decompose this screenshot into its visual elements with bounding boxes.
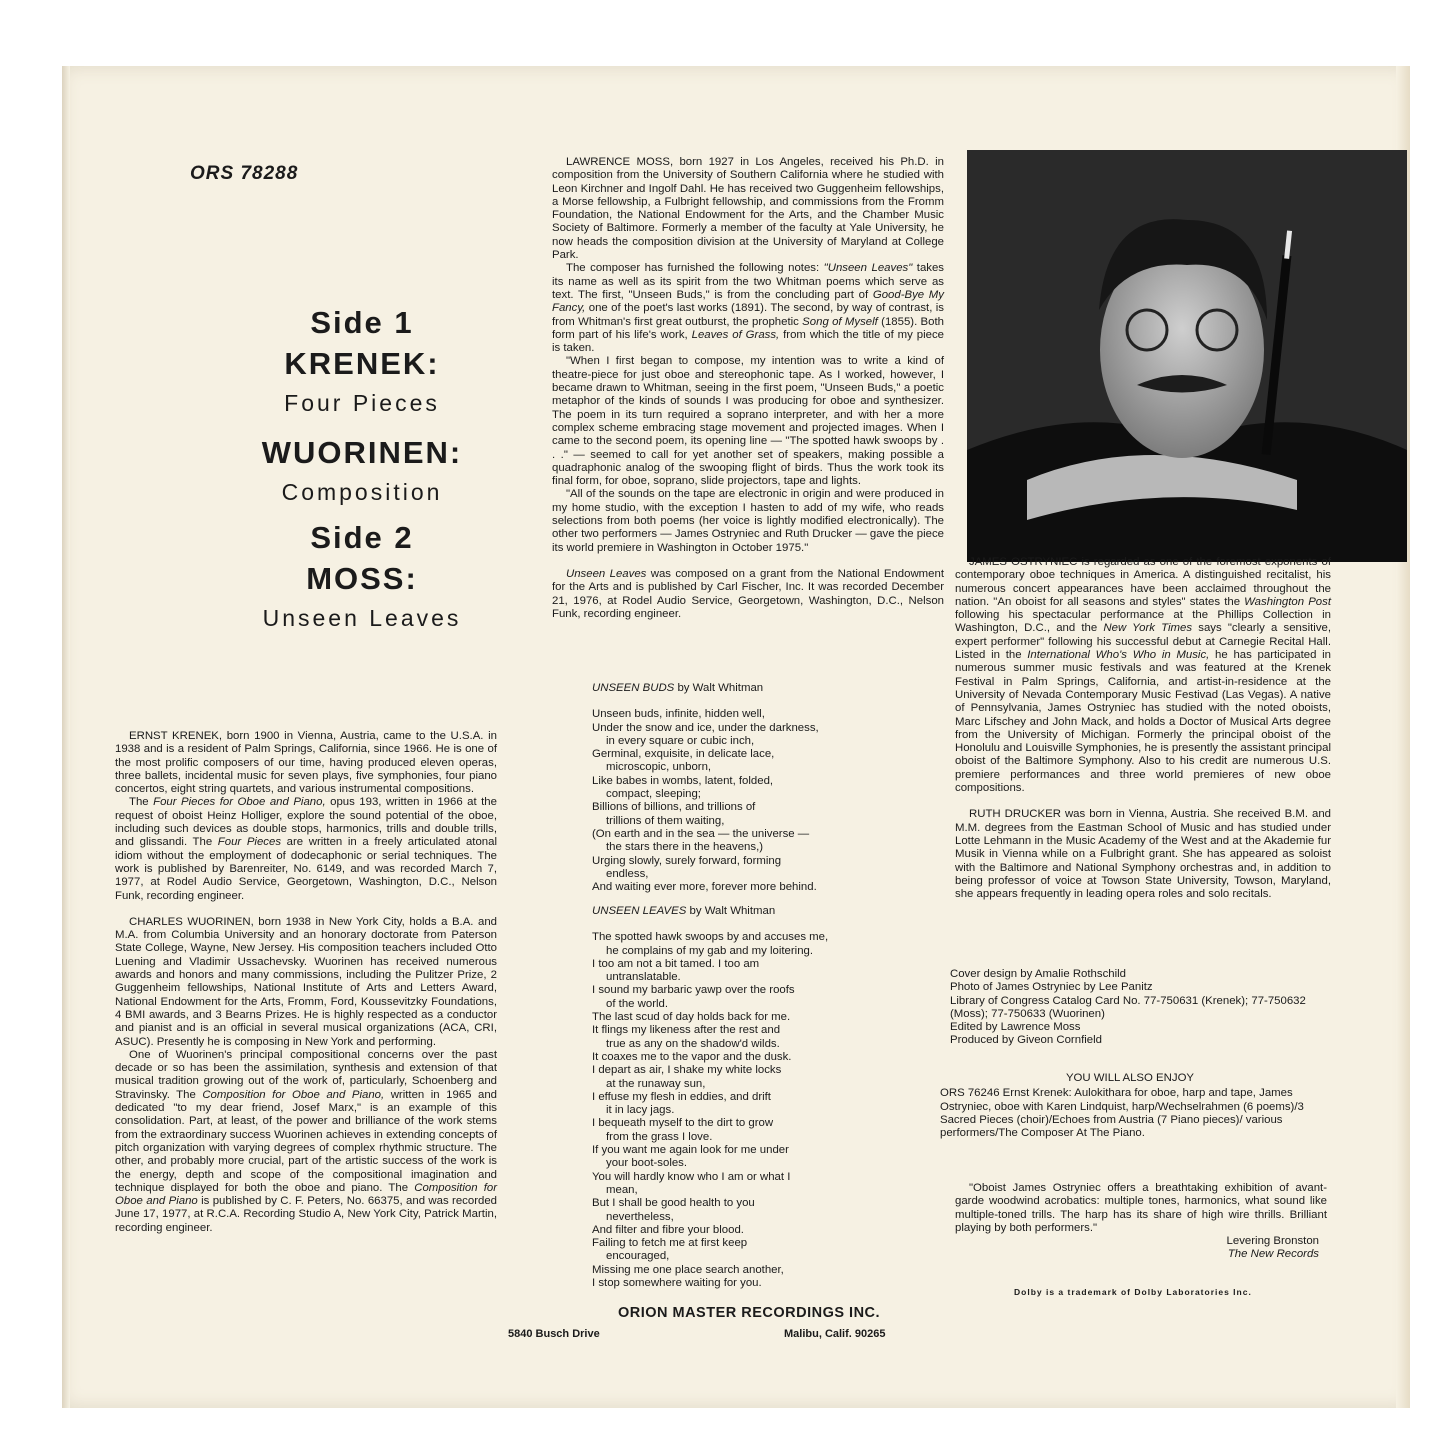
- poem-line: I bequeath myself to the dirt to grow: [592, 1117, 774, 1130]
- dolby-trademark: Dolby is a trademark of Dolby Laboratories Inc.: [1014, 1287, 1252, 1297]
- side-1-heading: Side 1: [310, 305, 414, 340]
- label-city: Malibu, Calif. 90265: [784, 1328, 886, 1340]
- poem-line: The last scud of day holds back for me.: [592, 1011, 791, 1024]
- ostryniec-bio: JAMES OSTRYNIEC is regarded as one of the foremost exponents of contemporary oboe techniques in America. A distinguished recitalist, his numerous concert appearances have been acclaimed throughout the nation. "An oboist for all seasons and styles" states the Washington Post following his spectacular performance at the Phillips Collection in Washington, D.C., and the New York Times says "clearly a sensitive, expert performer" following his successful debut at Carnegie Recital Hall. Listed in the International Who's Who in Music, he has participated in numerous summer music festivals and was featured at the Krenek Festival in Palm Springs, California, and artist-in-residence at the University of Nevada Contemporary Music Festivad (Las Vegas). A native of Pennsylvania, James Ostryniec has studied with the noted oboists, Marc Lifschey and John Mack, and holds a Doctor of Musical Arts degree from the University of Michigan. Formerly the principal oboist of the Honolulu and Louisville Symphonies, he is presently the assistant principal oboist of the Baltimore Symphony. Also to his credit are numerous U.S. premiere performances and three world premieres of new oboe compositions.: [955, 556, 1332, 795]
- poem-line: at the runaway sun,: [606, 1077, 706, 1090]
- label-company-name: ORION MASTER RECORDINGS INC.: [617, 1305, 881, 1321]
- poem-line: But I shall be good health to you: [592, 1197, 755, 1210]
- poem-line: he complains of my gab and my loitering.: [606, 944, 814, 957]
- poem-line: encouraged,: [606, 1250, 670, 1263]
- poem-line: I sound my barbaric yawp over the roofs: [592, 984, 795, 997]
- wuorinen-work-notes: One of Wuorinen's principal compositional concerns over the past decade or so has been the assimilation, synthesis and extension of that musical tradition growing out of the work of, particularly, Schoenberg and Stravinsky. The Composition for Oboe and Piano, written in 1965 and dedicated "to my dear friend, Josef Marx," is an example of this consolidation. Part, at least, of the power and brilliance of the work stems from the extraordinary success Wuorinen achieves in extending concepts of pitch organization with varying degrees of complex rhythmic structure. The other, and probably more crucial, part of the artistic success of the work is the energy, depth and scope of the compositional imagination and technique displayed for both the oboe and piano. The Composition for Oboe and Piano is published by C. F. Peters, No. 66375, and was recorded June 17, 1977, at R.C.A. Recording Studio A, New York City, Patrick Martin, recording engineer.: [115, 1048, 498, 1234]
- sleeve-edge-left: [62, 66, 70, 1408]
- composer-moss: MOSS:: [306, 561, 418, 596]
- moss-recording-notes: Unseen Leaves was composed on a grant from the National Endowment for the Arts and is published by Carl Fischer, Inc. It was recorded December 21, 1976, at Rodel Audio Service, Georgetown, Washington, D.C., Nelson Funk, recording engineer.: [552, 567, 944, 620]
- poem-line: true as any on the shadow'd wilds.: [606, 1037, 780, 1050]
- poem-unseen-leaves-lines: [592, 931, 892, 1290]
- oboist-portrait-illustration: [967, 150, 1407, 562]
- poem-line: And waiting ever more, forever more behind.: [592, 881, 817, 894]
- krenek-wuorinen-notes: [115, 730, 497, 1235]
- poem-unseen-buds: [592, 682, 892, 894]
- editor-credit: Edited by Lawrence Moss: [950, 1021, 1081, 1034]
- poem-line: compact, sleeping;: [606, 788, 701, 801]
- composer-krenek: KRENEK:: [284, 346, 440, 381]
- poem-line: endless,: [606, 867, 649, 880]
- wuorinen-bio: CHARLES WUORINEN, born 1938 in New York City, holds a B.A. and M.A. from Columbia University and an honorary doctorate from Paterson State College, Wayne, New Jersey. His composition teachers included Otto Luening and Vladimir Ussachevsky. Wuorinen has received numerous awards and honors and many commissions, including the Pulitzer Prize, 2 Guggenheim fellowships, National Institute of Arts and Letters Award, National Endowment for the Arts, Fromm, Ford, Koussevitzky Foundations, 4 BMI awards, and 3 Bearns Prizes. He is highly respected as a conductor and pianist and is an official in several musical organizations (ACA, CRI, ASUC). Presently he is composing in New York and performing.: [115, 915, 497, 1048]
- poem-line: Unseen buds, infinite, hidden well,: [592, 708, 765, 721]
- catalog-number: ORS 78288: [190, 163, 299, 184]
- review-source: The New Records: [1227, 1248, 1319, 1261]
- poem-line: Billions of billions, and trillions of: [592, 801, 756, 814]
- poem-line: It coaxes me to the vapor and the dusk.: [592, 1050, 792, 1063]
- label-address: 5840 Busch Drive: [508, 1328, 600, 1340]
- poem-line: I depart as air, I shake my white locks: [592, 1064, 782, 1077]
- krenek-bio: ERNST KRENEK, born 1900 in Vienna, Austria, came to the U.S.A. in 1938 and is a resident of Palm Springs, California, since 1966. He is one of the most prolific composers of our time, having produced eleven operas, three ballets, incidental music for seven plays, five symphonies, four piano concertos, eight string quartets, and various instrumental compositions.: [115, 730, 497, 796]
- poem-line: of the world.: [606, 997, 669, 1010]
- production-credits: [950, 968, 1330, 1048]
- poem-line: in every square or cubic inch,: [606, 734, 755, 747]
- poem-line: I stop somewhere waiting for you.: [592, 1277, 762, 1290]
- moss-composer-notes: The composer has furnished the following notes: "Unseen Leaves" takes its name as well as its spirit from the two Whitman poems which serve as text. The first, "Unseen Buds," is from the concluding part of Good-Bye My Fancy, one of the poet's last works (1891). The second, by way of contrast, is from Whitman's first great outburst, the prophetic Song of Myself (1855). Both form part of his life's work, Leaves of Grass, from which the title of my piece is taken.: [552, 262, 945, 355]
- performer-bios: [955, 556, 1331, 901]
- performer-photo: [967, 150, 1407, 562]
- poem-line: If you want me again look for me under: [592, 1144, 789, 1157]
- moss-notes: [552, 156, 944, 621]
- poem-line: it in lacy jags.: [606, 1104, 675, 1117]
- poem-line: your boot-soles.: [606, 1157, 688, 1170]
- poem-line: And filter and fibre your blood.: [592, 1223, 744, 1236]
- work-unseen-leaves: Unseen Leaves: [262, 605, 462, 631]
- work-composition: Composition: [281, 479, 443, 505]
- moss-quote-2: "All of the sounds on the tape are electronic in origin and were produced in my home studio, with the exception I hasten to add of my wife, who reads selections from both poems (her voice is lightly modified electronically). The other two performers — James Ostryniec and Ruth Drucker — gave the piece its world premiere in Washington in October 1975.": [552, 488, 944, 554]
- poem-line: nevertheless,: [606, 1210, 674, 1223]
- poem-line: It flings my likeness after the rest and: [592, 1024, 781, 1037]
- poem-line: the stars there in the heavens,): [606, 841, 764, 854]
- poem-line: Like babes in wombs, latent, folded,: [592, 774, 774, 787]
- review-quote-block: [955, 1182, 1327, 1262]
- photo-credit: Photo of James Ostryniec by Lee Panitz: [950, 981, 1153, 994]
- poem-line: I effuse my flesh in eddies, and drift: [592, 1090, 771, 1103]
- moss-bio: LAWRENCE MOSS, born 1927 in Los Angeles, received his Ph.D. in composition from the University of Southern California where he studied with Leon Kirchner and Ingolf Dahl. He has received two Guggenheim fellowships, a Morse fellowship, a Fulbright fellowship, and commissions from the Fromm Foundation, the National Endowment for the Arts, and the Chamber Music Society of Baltimore. Formerly a member of the faculty at Yale University, he now heads the composition division at the University of Maryland at College Park.: [552, 156, 944, 262]
- krenek-work-notes: The Four Pieces for Oboe and Piano, opus 193, written in 1966 at the request of oboist Heinz Holliger, explore the sound potential of the oboe, including such devices as double stops, harmonics, trills and double trills, and glissandi. The Four Pieces are written in a freely articulated atonal idiom without the employment of dodecaphonic or serial techniques. The work is published by Barenreiter, No. 6149, and was recorded March 7, 1977, at Rodel Audio Service, Georgetown, Washington, D.C., Nelson Funk, recording engineer.: [115, 796, 497, 902]
- also-enjoy-section: [940, 1072, 1320, 1140]
- poem-line: Failing to fetch me at first keep: [592, 1237, 748, 1250]
- poem-unseen-buds-title: UNSEEN BUDS by Walt Whitman: [592, 682, 764, 694]
- poem-line: trillions of them waiting,: [606, 814, 725, 827]
- poem-line: microscopic, unborn,: [606, 761, 712, 774]
- poem-unseen-leaves: [592, 905, 892, 1290]
- review-author: Levering Bronston: [1226, 1235, 1319, 1248]
- work-four-pieces: Four Pieces: [284, 390, 440, 416]
- poem-line: mean,: [606, 1183, 638, 1196]
- also-enjoy-listing: ORS 76246 Ernst Krenek: Aulokithara for oboe, harp and tape, James Ostryniec, oboe with Karen Lindquist, harp/Wechselrahmen (6 poems)/3 Sacred Pieces (choir)/Echoes from Austria (7 Piano pieces)/ various performers/The Composer At The Piano.: [940, 1087, 1304, 1140]
- poem-line: untranslatable.: [606, 971, 681, 984]
- cover-credit: Cover design by Amalie Rothschild: [950, 968, 1127, 980]
- poem-line: Under the snow and ice, under the darkness,: [592, 721, 819, 734]
- moss-quote-1: "When I first began to compose, my intention was to write a kind of theatre-piece for just oboe and stereophonic tape. As I worked, however, I became drawn to Whitman, seeing in the first poem, "Unseen Buds," a poetic metaphor of the kinds of sounds I was producing for oboe and synthesizer. The poem in its turn required a soprano interpreter, and with her a more complex scheme embracing stage movement and projected images. When I came to the second poem, its opening line — "The spotted hawk swoops by . . ." — seemed to call for yet another set of speakers, making possible a quadraphonic analog of the swooping flight of birds. Thus the work took its final form, for oboe, soprano, slide projectors, tape and lights.: [552, 355, 944, 488]
- composer-wuorinen: WUORINEN:: [261, 435, 463, 470]
- poem-unseen-leaves-title: UNSEEN LEAVES by Walt Whitman: [592, 905, 776, 917]
- poem-line: You will hardly know who I am or what I: [592, 1170, 791, 1183]
- producer-credit: Produced by Giveon Cornfield: [950, 1034, 1102, 1047]
- also-enjoy-heading: YOU WILL ALSO ENJOY: [1065, 1072, 1195, 1084]
- poem-line: Urging slowly, surely forward, forming: [592, 854, 782, 867]
- review-quote: "Oboist James Ostryniec offers a breathtaking exhibition of avant-garde woodwind acrobatics: multiple tones, harmonics, what sound like multiple-toned trills. The harp has its share of high wire thrills. Brilliant playing by both performers.": [955, 1182, 1327, 1234]
- poem-line: from the grass I love.: [606, 1130, 713, 1143]
- poem-line: (On earth and in the sea — the universe —: [592, 827, 810, 840]
- program-listing: [222, 304, 502, 645]
- poem-line: Germinal, exquisite, in delicate lace,: [592, 748, 775, 761]
- poem-line: The spotted hawk swoops by and accuses me,: [592, 931, 829, 944]
- album-back-cover: [62, 66, 1410, 1408]
- poem-line: Missing me one place search another,: [592, 1263, 784, 1276]
- poem-unseen-buds-lines: [592, 708, 892, 894]
- poem-line: I too am not a bit tamed. I too am: [592, 957, 760, 970]
- side-2-heading: Side 2: [310, 520, 414, 555]
- drucker-bio: RUTH DRUCKER was born in Vienna, Austria. She received B.M. and M.M. degrees from the Eastman School of Music and has studied under Lotte Lehmann in the Music Academy of the West and at the Akademie fur Musik in Vienna while on a Fulbright grant. She has appeared as soloist with the Baltimore and National Symphony orchestras and, in addition to being professor of voice at Towson State University, Towson, Maryland, she appears frequently in leading opera roles and solo recitals.: [955, 808, 1331, 901]
- library-catalog-numbers: Library of Congress Catalog Card No. 77-750631 (Krenek); 77-750632 (Moss); 77-750633 (Wuorinen): [950, 994, 1306, 1020]
